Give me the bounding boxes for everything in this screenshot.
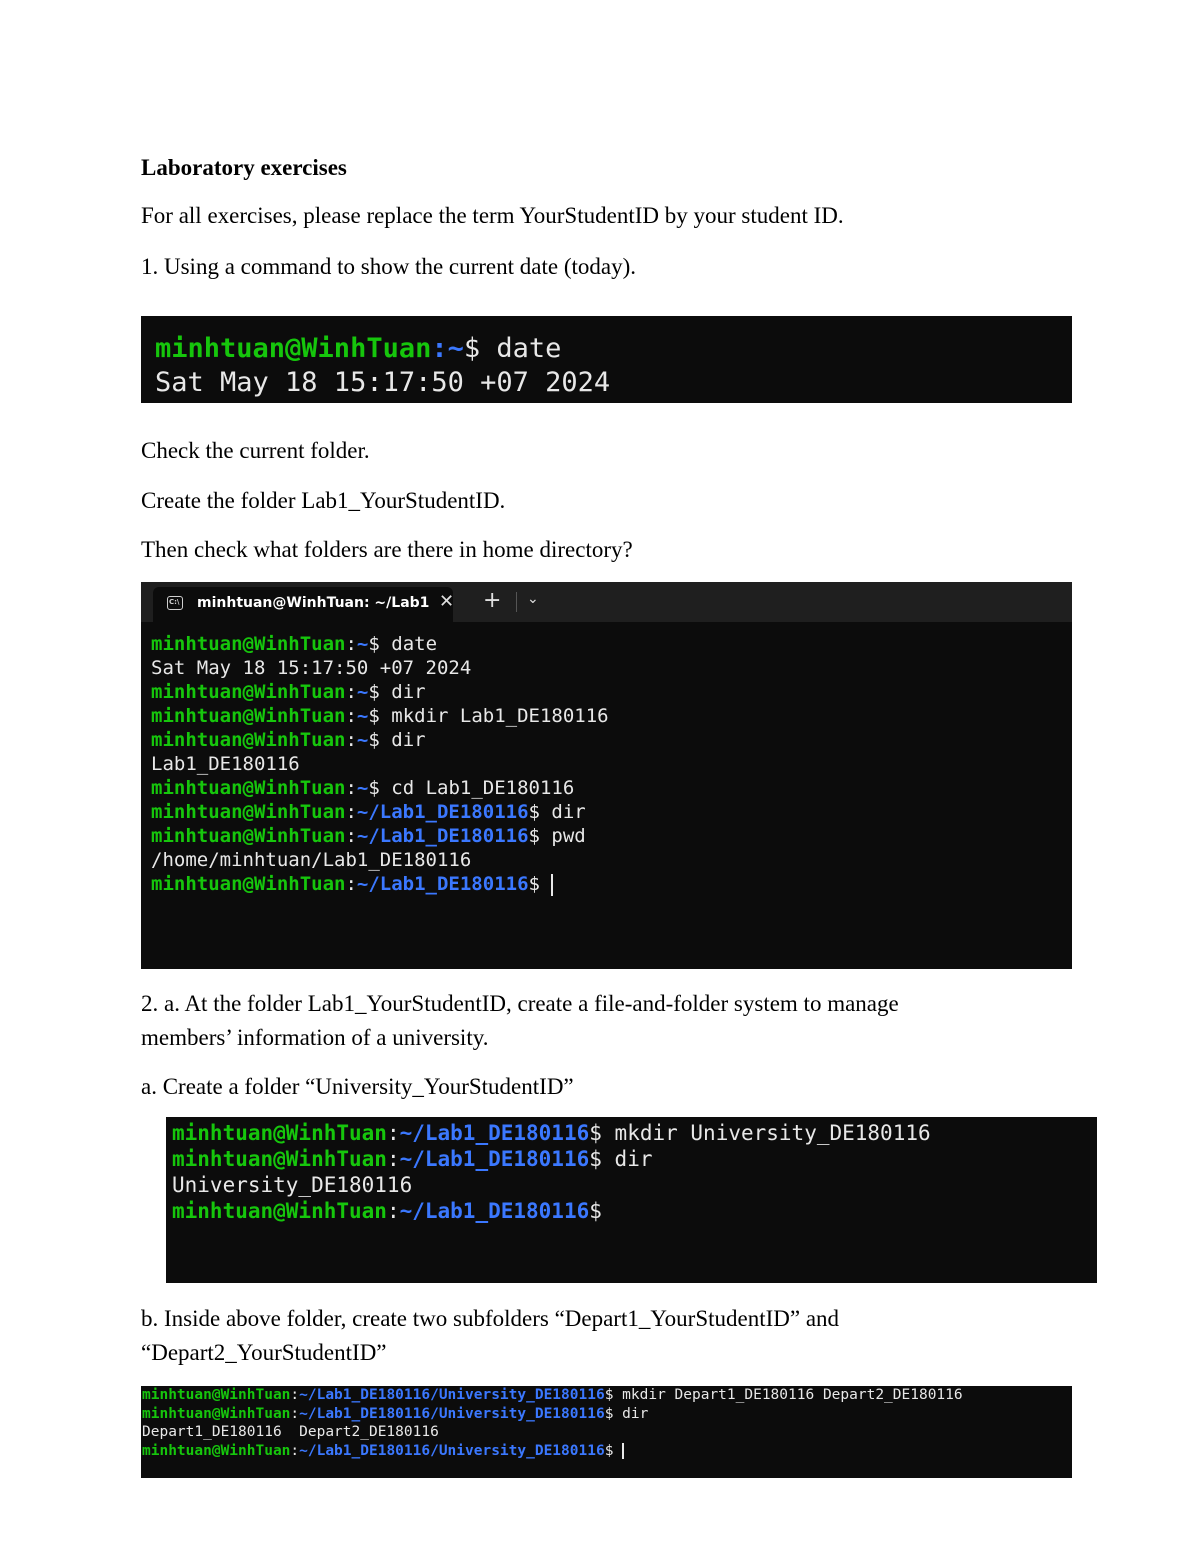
terminal-university (166, 1117, 1097, 1283)
new-tab-button[interactable]: + (483, 588, 502, 613)
terminal-date (141, 316, 1072, 403)
terminal-line: minhtuan@WinhTuan:~/Lab1_DE180116/University_DE180116$ mkdir Depart1_DE180116 Depart2_DE180116 (142, 1387, 963, 1403)
close-icon[interactable]: ✕ (439, 591, 455, 612)
question-2a: a. Create a folder “University_YourStudentID” (141, 1074, 574, 1099)
terminal-line: minhtuan@WinhTuan:~/Lab1_DE180116/University_DE180116$ dir (142, 1405, 649, 1422)
question-2-line-2: members’ information of a university. (141, 1025, 489, 1050)
terminal-tab[interactable] (153, 587, 453, 622)
intro-text: For all exercises, please replace the term YourStudentID by your student ID. (141, 203, 844, 228)
question-2-line-1: 2. a. At the folder Lab1_YourStudentID, create a file-and-folder system to manage (141, 991, 899, 1016)
text-cursor (551, 874, 553, 896)
terminal-line[interactable]: minhtuan@WinhTuan:~/Lab1_DE180116$ (151, 873, 552, 895)
terminal-output: Sat May 18 15:17:50 +07 2024 (151, 657, 472, 679)
terminal-line: minhtuan@WinhTuan:~$ dir (151, 729, 426, 751)
terminal-output: University_DE180116 (172, 1173, 413, 1197)
terminal-departments (141, 1386, 1072, 1478)
question-2b-line-2: “Depart2_YourStudentID” (141, 1340, 387, 1365)
tab-divider (516, 592, 517, 612)
terminal-line: minhtuan@WinhTuan:~/Lab1_DE180116$ dir (172, 1147, 653, 1171)
page-heading: Laboratory exercises (141, 155, 347, 180)
terminal-line: minhtuan@WinhTuan:~$ mkdir Lab1_DE180116 (151, 705, 609, 727)
terminal-tab-bar (141, 582, 1072, 622)
terminal-line[interactable]: minhtuan@WinhTuan:~/Lab1_DE180116/University_DE180116$ (142, 1442, 623, 1459)
terminal-line: minhtuan@WinhTuan:~$ cd Lab1_DE180116 (151, 777, 575, 799)
terminal-window (141, 582, 1072, 969)
terminal-line: minhtuan@WinhTuan:~$ date (155, 333, 562, 364)
terminal-line: minhtuan@WinhTuan:~/Lab1_DE180116$ dir (151, 801, 586, 823)
terminal-line: minhtuan@WinhTuan:~/Lab1_DE180116$ mkdir University_DE180116 (172, 1121, 931, 1145)
tab-title: minhtuan@WinhTuan: ~/Lab1 (197, 595, 430, 611)
terminal-output: Lab1_DE180116 (151, 753, 300, 775)
terminal-body (141, 622, 1072, 896)
question-2b-line-1: b. Inside above folder, create two subfolders “Depart1_YourStudentID” and (141, 1306, 840, 1331)
create-folder-text: Create the folder Lab1_YourStudentID. (141, 488, 506, 513)
terminal-output: Depart1_DE180116 Depart2_DE180116 (142, 1424, 439, 1440)
check-folder-text: Check the current folder. (141, 438, 370, 463)
terminal-line[interactable]: minhtuan@WinhTuan:~/Lab1_DE180116$ (172, 1199, 602, 1223)
chevron-down-icon[interactable]: ⌄ (527, 591, 539, 607)
text-cursor (622, 1443, 624, 1459)
terminal-output: Sat May 18 15:17:50 +07 2024 (155, 367, 611, 398)
terminal-line: minhtuan@WinhTuan:~/Lab1_DE180116$ pwd (151, 825, 586, 847)
terminal-output: /home/minhtuan/Lab1_DE180116 (151, 849, 472, 871)
terminal-line: minhtuan@WinhTuan:~$ dir (151, 681, 426, 703)
question-1: 1. Using a command to show the current date (today). (141, 254, 637, 279)
terminal-line: minhtuan@WinhTuan:~$ date (151, 633, 438, 655)
check-home-text: Then check what folders are there in home directory? (141, 537, 633, 562)
terminal-icon: C:\ (167, 596, 183, 610)
